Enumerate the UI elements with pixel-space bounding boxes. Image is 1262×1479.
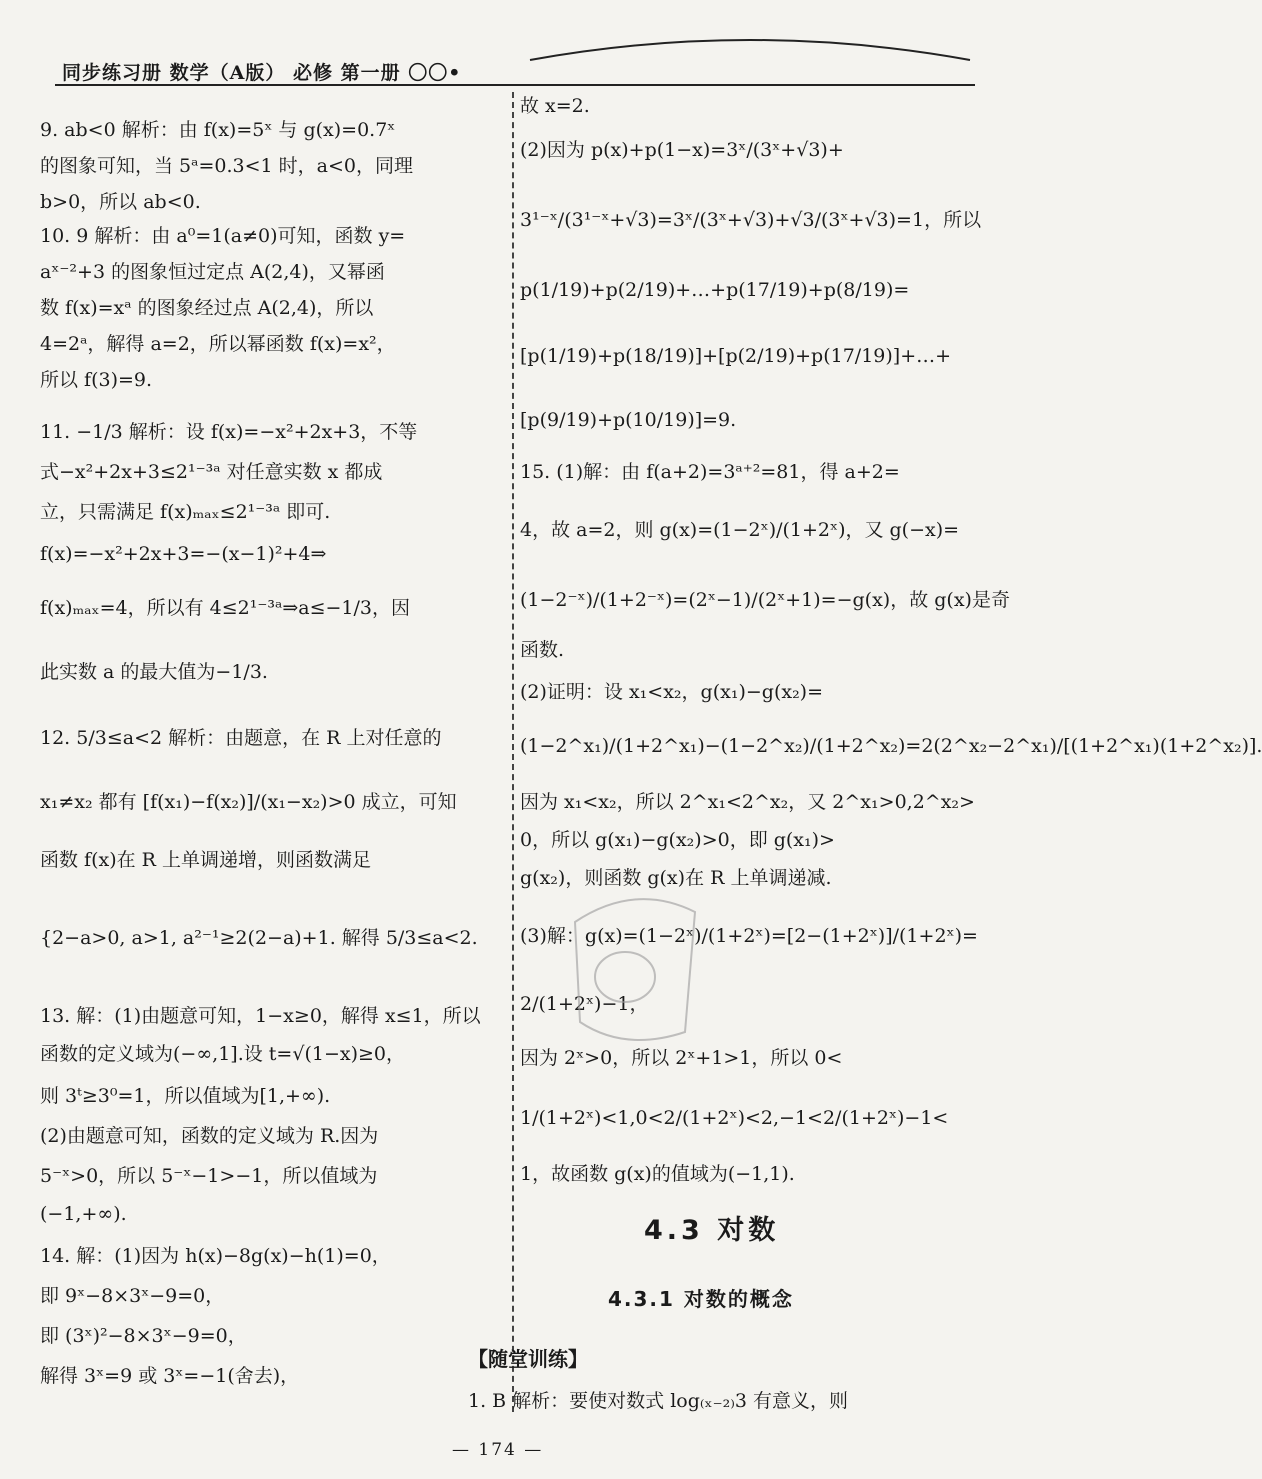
line: 10. 9 解析：由 a⁰=1(a≠0)可知，函数 y=: [40, 225, 406, 247]
line: 3¹⁻ˣ/(3¹⁻ˣ+√3)=3ˣ/(3ˣ+√3)+√3/(3ˣ+√3)=1，所以: [520, 209, 982, 231]
line: 4=2ᵃ，解得 a=2，所以幂函数 f(x)=x²，: [40, 333, 396, 355]
line: 解得 3ˣ=9 或 3ˣ=−1(舍去)，: [40, 1365, 300, 1387]
line: b>0，所以 ab<0.: [40, 191, 201, 213]
subsection-title: 4.3.1 对数的概念: [608, 1287, 794, 1311]
line: 式−x²+2x+3≤2¹⁻³ᵃ 对任意实数 x 都成: [40, 461, 383, 483]
line: 函数的定义域为(−∞,1].设 t=√(1−x)≥0，: [40, 1043, 405, 1065]
line: (1−2⁻ˣ)/(1+2⁻ˣ)=(2ˣ−1)/(2ˣ+1)=−g(x)，故 g(x)是奇: [520, 589, 1010, 611]
line: 函数.: [520, 639, 565, 661]
line: (−1,+∞).: [40, 1203, 127, 1225]
line: (2)由题意可知，函数的定义域为 R.因为: [40, 1125, 379, 1147]
line: 9. ab<0 解析：由 f(x)=5ˣ 与 g(x)=0.7ˣ: [40, 119, 396, 141]
section-title: 4.3 对数: [644, 1215, 780, 1246]
header-decorative-curve: [530, 0, 980, 86]
line: f(x)ₘₐₓ=4，所以有 4≤2¹⁻³ᵃ⇒a≤−1/3，因: [40, 597, 411, 619]
line: g(x₂)，则函数 g(x)在 R 上单调递减.: [520, 867, 832, 889]
column-divider: [512, 92, 514, 1412]
line: 数 f(x)=xᵃ 的图象经过点 A(2,4)，所以: [40, 297, 374, 319]
page-number: — 174 —: [452, 1440, 544, 1460]
line: 5⁻ˣ>0，所以 5⁻ˣ−1>−1，所以值域为: [40, 1165, 378, 1187]
line: (2)证明：设 x₁<x₂，g(x₁)−g(x₂)=: [520, 681, 824, 703]
practice-label: 【随堂训练】: [468, 1347, 588, 1371]
watermark-stamp: [565, 882, 705, 1052]
line: (1−2^x₁)/(1+2^x₁)−(1−2^x₂)/(1+2^x₂)=2(2^x₂−2^x₁)/[(1+2^x₁)(1+2^x₂)].: [520, 735, 1262, 757]
line: 所以 f(3)=9.: [40, 369, 153, 391]
line: 11. −1/3 解析：设 f(x)=−x²+2x+3，不等: [40, 421, 418, 443]
line: 因为 x₁<x₂，所以 2^x₁<2^x₂，又 2^x₁>0,2^x₂>: [520, 791, 975, 813]
running-header: 同步练习册 数学（A版） 必修 第一册 〇〇•: [62, 62, 462, 84]
line: x₁≠x₂ 都有 [f(x₁)−f(x₂)]/(x₁−x₂)>0 成立，可知: [40, 791, 457, 813]
line: 的图象可知，当 5ᵃ=0.3<1 时，a<0，同理: [40, 155, 413, 177]
line: 12. 5/3≤a<2 解析：由题意，在 R 上对任意的: [40, 727, 442, 749]
line: (2)因为 p(x)+p(1−x)=3ˣ/(3ˣ+√3)+: [520, 139, 844, 161]
line: f(x)=−x²+2x+3=−(x−1)²+4⇒: [40, 543, 327, 565]
line: 2/(1+2ˣ)−1，: [520, 993, 649, 1015]
line: [p(9/19)+p(10/19)]=9.: [520, 409, 737, 431]
line: 此实数 a 的最大值为−1/3.: [40, 661, 268, 683]
line: 因为 2ˣ>0，所以 2ˣ+1>1，所以 0<: [520, 1047, 843, 1069]
line: {2−a>0, a>1, a²⁻¹≥2(2−a)+1. 解得 5/3≤a<2.: [40, 927, 478, 949]
line: (3)解：g(x)=(1−2ˣ)/(1+2ˣ)=[2−(1+2ˣ)]/(1+2ˣ)=: [520, 925, 978, 947]
line: [p(1/19)+p(18/19)]+[p(2/19)+p(17/19)]+…+: [520, 345, 952, 367]
line: 立，只需满足 f(x)ₘₐₓ≤2¹⁻³ᵃ 即可.: [40, 501, 331, 523]
line: 0，所以 g(x₁)−g(x₂)>0，即 g(x₁)>: [520, 829, 835, 851]
line: 即 (3ˣ)²−8×3ˣ−9=0，: [40, 1325, 247, 1347]
line: 1/(1+2ˣ)<1,0<2/(1+2ˣ)<2,−1<2/(1+2ˣ)−1<: [520, 1107, 949, 1129]
line: 4，故 a=2，则 g(x)=(1−2ˣ)/(1+2ˣ)，又 g(−x)=: [520, 519, 960, 541]
line: 则 3ᵗ≥3⁰=1，所以值域为[1,+∞).: [40, 1085, 331, 1107]
line: 15. (1)解：由 f(a+2)=3ᵃ⁺²=81，得 a+2=: [520, 461, 900, 483]
line: 函数 f(x)在 R 上单调递增，则函数满足: [40, 849, 371, 871]
line: aˣ⁻²+3 的图象恒过定点 A(2,4)，又幂函: [40, 261, 385, 283]
header-rule: [55, 84, 975, 86]
line: 14. 解：(1)因为 h(x)−8g(x)−h(1)=0，: [40, 1245, 391, 1267]
line: 1，故函数 g(x)的值域为(−1,1).: [520, 1163, 795, 1185]
line: 13. 解：(1)由题意可知，1−x≥0，解得 x≤1，所以: [40, 1005, 481, 1027]
line: p(1/19)+p(2/19)+…+p(17/19)+p(8/19)=: [520, 279, 910, 301]
line: 即 9ˣ−8×3ˣ−9=0，: [40, 1285, 225, 1307]
question-1: 1. B 解析：要使对数式 log₍ₓ₋₂₎3 有意义，则: [468, 1390, 849, 1412]
line: 故 x=2.: [520, 95, 590, 117]
